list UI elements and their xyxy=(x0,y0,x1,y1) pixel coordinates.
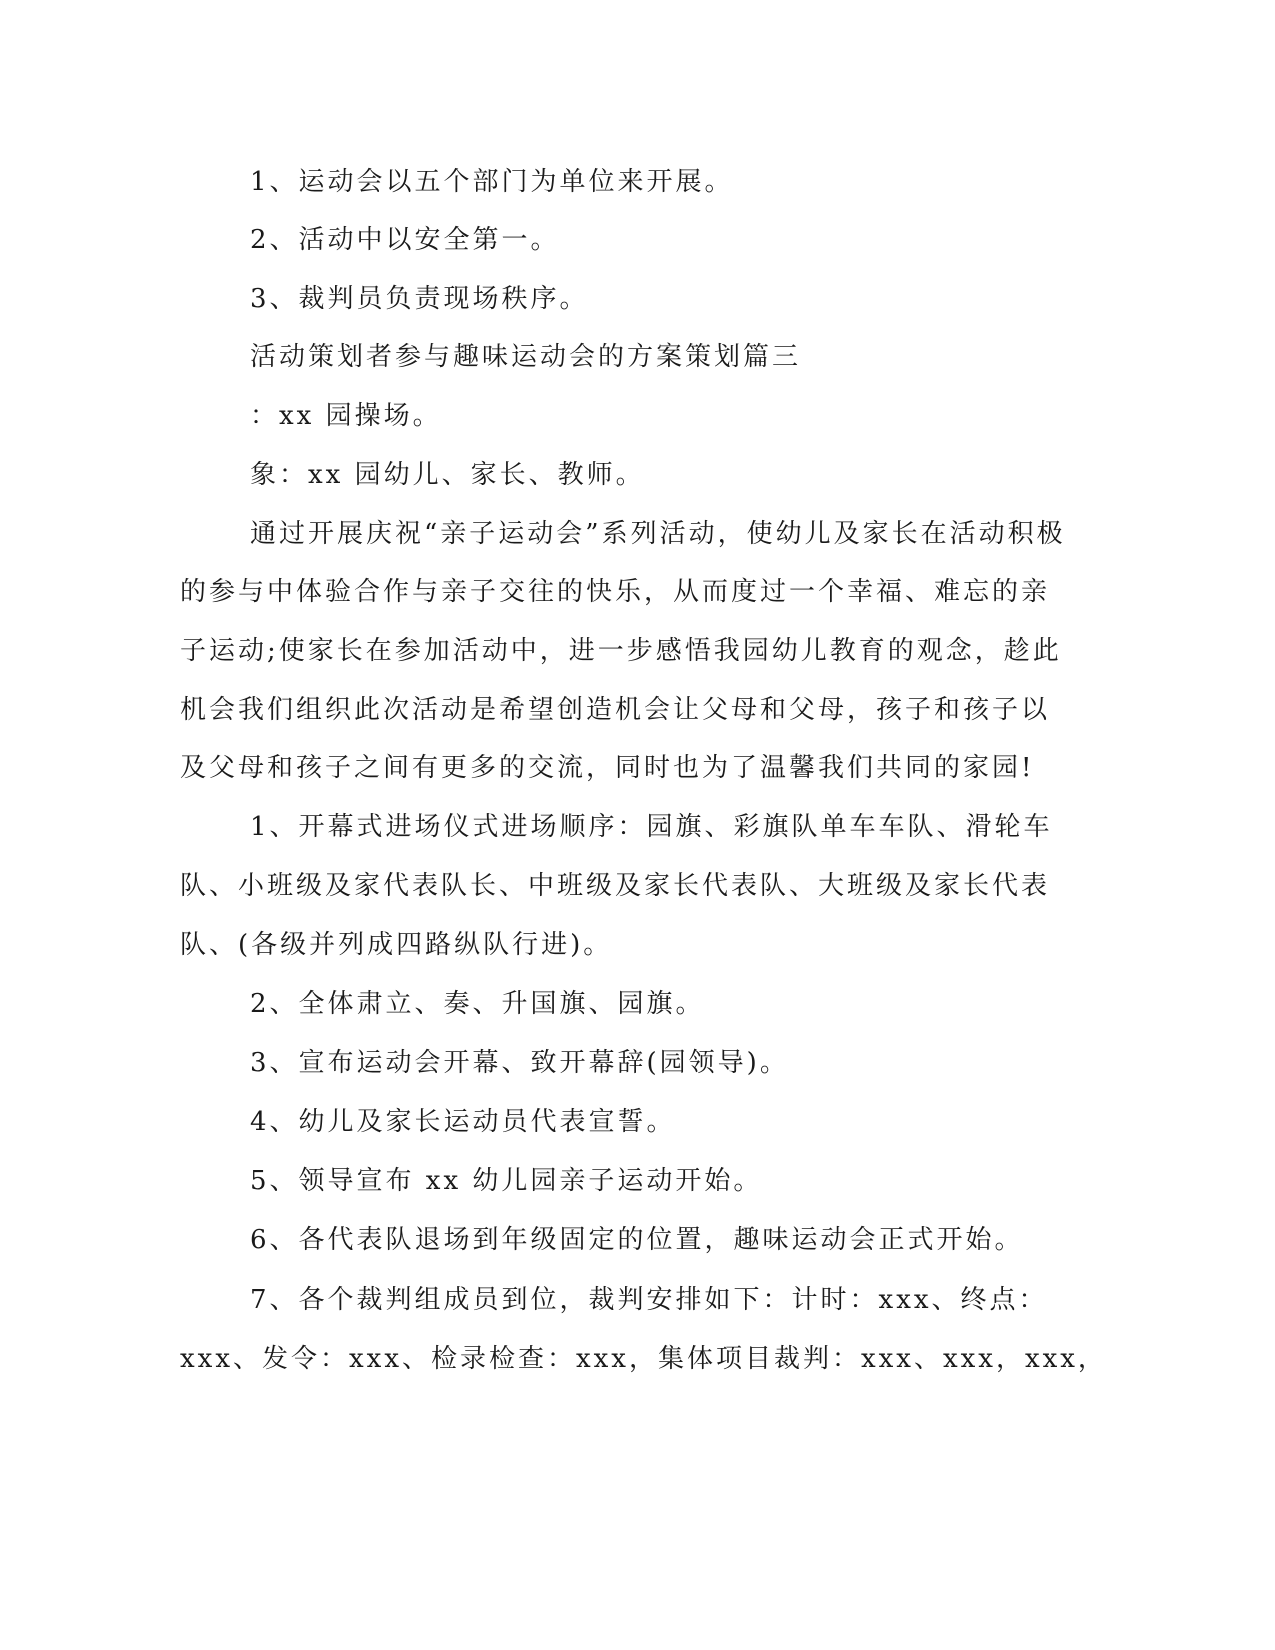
purpose-paragraph-line: 的参与中体验合作与亲子交往的快乐，从而度过一个幸福、难忘的亲 xyxy=(180,577,1051,607)
procedure-item-7-line: xxx、发令：xxx、检录检查：xxx，集体项目裁判：xxx、xxx，xxx， xyxy=(180,1344,1107,1374)
item-2-text: 2、活动中以安全第一。 xyxy=(250,225,560,255)
procedure-item-4: 4、幼儿及家长运动员代表宣誓。 xyxy=(250,1107,676,1137)
section-heading: 活动策划者参与趣味运动会的方案策划篇三 xyxy=(250,342,802,372)
procedure-item-2: 2、全体肃立、奏、升国旗、园旗。 xyxy=(250,989,705,1019)
venue-line: ：xx 园操场。 xyxy=(250,401,442,431)
item-1-text: 1、运动会以五个部门为单位来开展。 xyxy=(250,167,734,197)
procedure-item-6: 6、各代表队退场到年级固定的位置，趣味运动会正式开始。 xyxy=(250,1225,1024,1255)
purpose-paragraph-line: 及父母和孩子之间有更多的交流，同时也为了温馨我们共同的家园! xyxy=(180,753,1035,783)
procedure-item-1-line: 1、开幕式进场仪式进场顺序：园旗、彩旗队单车车队、滑轮车 xyxy=(250,812,1053,842)
item-3-text: 3、裁判员负责现场秩序。 xyxy=(250,284,589,314)
procedure-item-7-line: 7、各个裁判组成员到位，裁判安排如下：计时：xxx、终点： xyxy=(250,1285,1048,1315)
procedure-item-3: 3、宣布运动会开幕、致开幕辞(园领导)。 xyxy=(250,1048,789,1078)
procedure-item-1-line: 队、(各级并列成四路纵队行进)。 xyxy=(180,930,613,960)
purpose-paragraph-line: 通过开展庆祝“亲子运动会”系列活动，使幼儿及家长在活动积极 xyxy=(250,519,1066,549)
procedure-item-1-line: 队、小班级及家代表队长、中班级及家长代表队、大班级及家长代表 xyxy=(180,871,1051,901)
participants-line: 象：xx 园幼儿、家长、教师。 xyxy=(250,460,645,490)
purpose-paragraph-line: 子运动;使家长在参加活动中，进一步感悟我园幼儿教育的观念，趁此 xyxy=(180,636,1062,666)
purpose-paragraph-line: 机会我们组织此次活动是希望创造机会让父母和父母，孩子和孩子以 xyxy=(180,695,1051,725)
procedure-item-5: 5、领导宣布 xx 幼儿园亲子运动开始。 xyxy=(250,1166,763,1196)
